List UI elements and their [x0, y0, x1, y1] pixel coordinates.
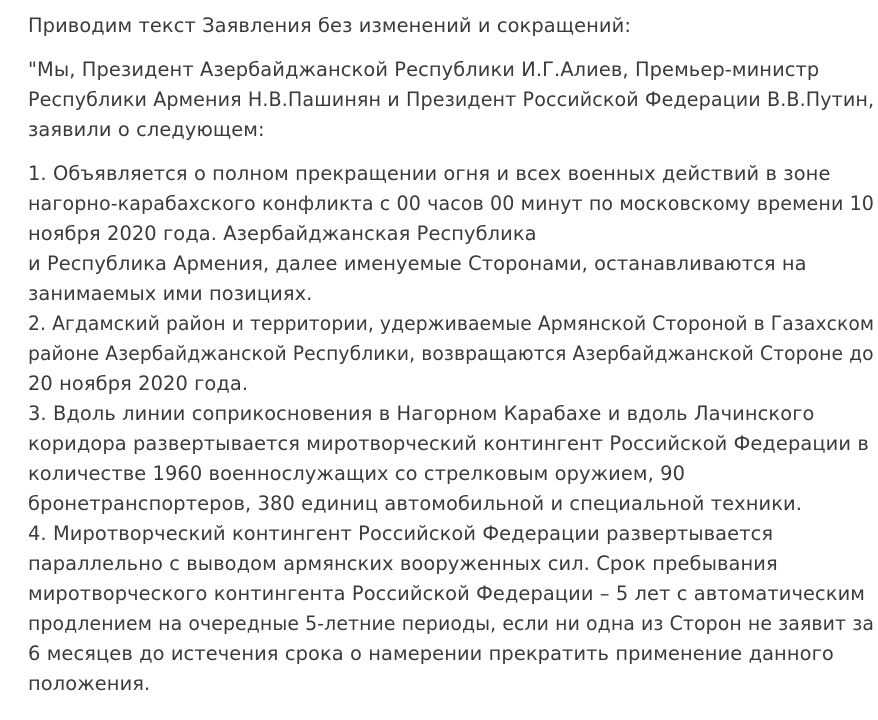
- point-4-line: параллельно с выводом армянских вооруженных сил. Срок пребывания: [28, 552, 778, 575]
- preamble-line: заявили о следующем:: [28, 118, 265, 141]
- point-2-line: районе Азербайджанской Республики, возвращаются Азербайджанской Стороне до: [28, 342, 874, 365]
- point-3-line: бронетранспортеров, 380 единиц автомобильной и специальной техники.: [28, 492, 802, 515]
- point-1-line: 1. Объявляется о полном прекращении огня и всех военных действий в зоне: [28, 162, 831, 185]
- point-1-line: и Республика Армения, далее именуемые Сторонами, останавливаются на: [28, 252, 807, 275]
- point-4-line: 4. Миротворческий контингент Российской Федерации развертывается: [28, 522, 774, 545]
- point-2-line: 2. Агдамский район и территории, удерживаемые Армянской Стороной в Газахском: [28, 312, 875, 335]
- point-3-line: 3. Вдоль линии соприкосновения в Нагорном Карабахе и вдоль Лачинского: [28, 402, 815, 425]
- point-1-line: нагорно-карабахского конфликта с 00 часов 00 минут по московскому времени 10: [28, 192, 875, 215]
- point-4-line: продлением на очередные 5-летние периоды, если ни одна из Сторон не заявит за: [28, 612, 875, 635]
- paragraph-gap: [28, 145, 874, 159]
- preamble-line: "Мы, Президент Азербайджанской Республики И.Г.Алиев, Премьер-министр: [28, 58, 820, 81]
- point-1-line: занимаемых ими позициях.: [28, 282, 313, 305]
- statement-document: [28, 11, 874, 699]
- point-2-line: 20 ноября 2020 года.: [28, 372, 249, 395]
- paragraph-gap: [28, 41, 874, 55]
- point-1-line: ноября 2020 года. Азербайджанская Республика: [28, 222, 537, 245]
- point-4-line: положения.: [28, 672, 151, 695]
- point-4-line: 6 месяцев до истечения срока о намерении прекратить применение данного: [28, 642, 834, 665]
- point-3-line: количестве 1960 военнослужащих со стрелковым оружием, 90: [28, 462, 686, 485]
- point-4-line: миротворческого контингента Российской Федерации – 5 лет с автоматическим: [28, 582, 866, 605]
- point-3-line: коридора развертывается миротворческий контингент Российской Федерации в: [28, 432, 869, 455]
- preamble-line: Республики Армения Н.В.Пашинян и Президент Российской Федерации В.В.Путин,: [28, 88, 875, 111]
- intro-text: Приводим текст Заявления без изменений и сокращений:: [28, 14, 631, 37]
